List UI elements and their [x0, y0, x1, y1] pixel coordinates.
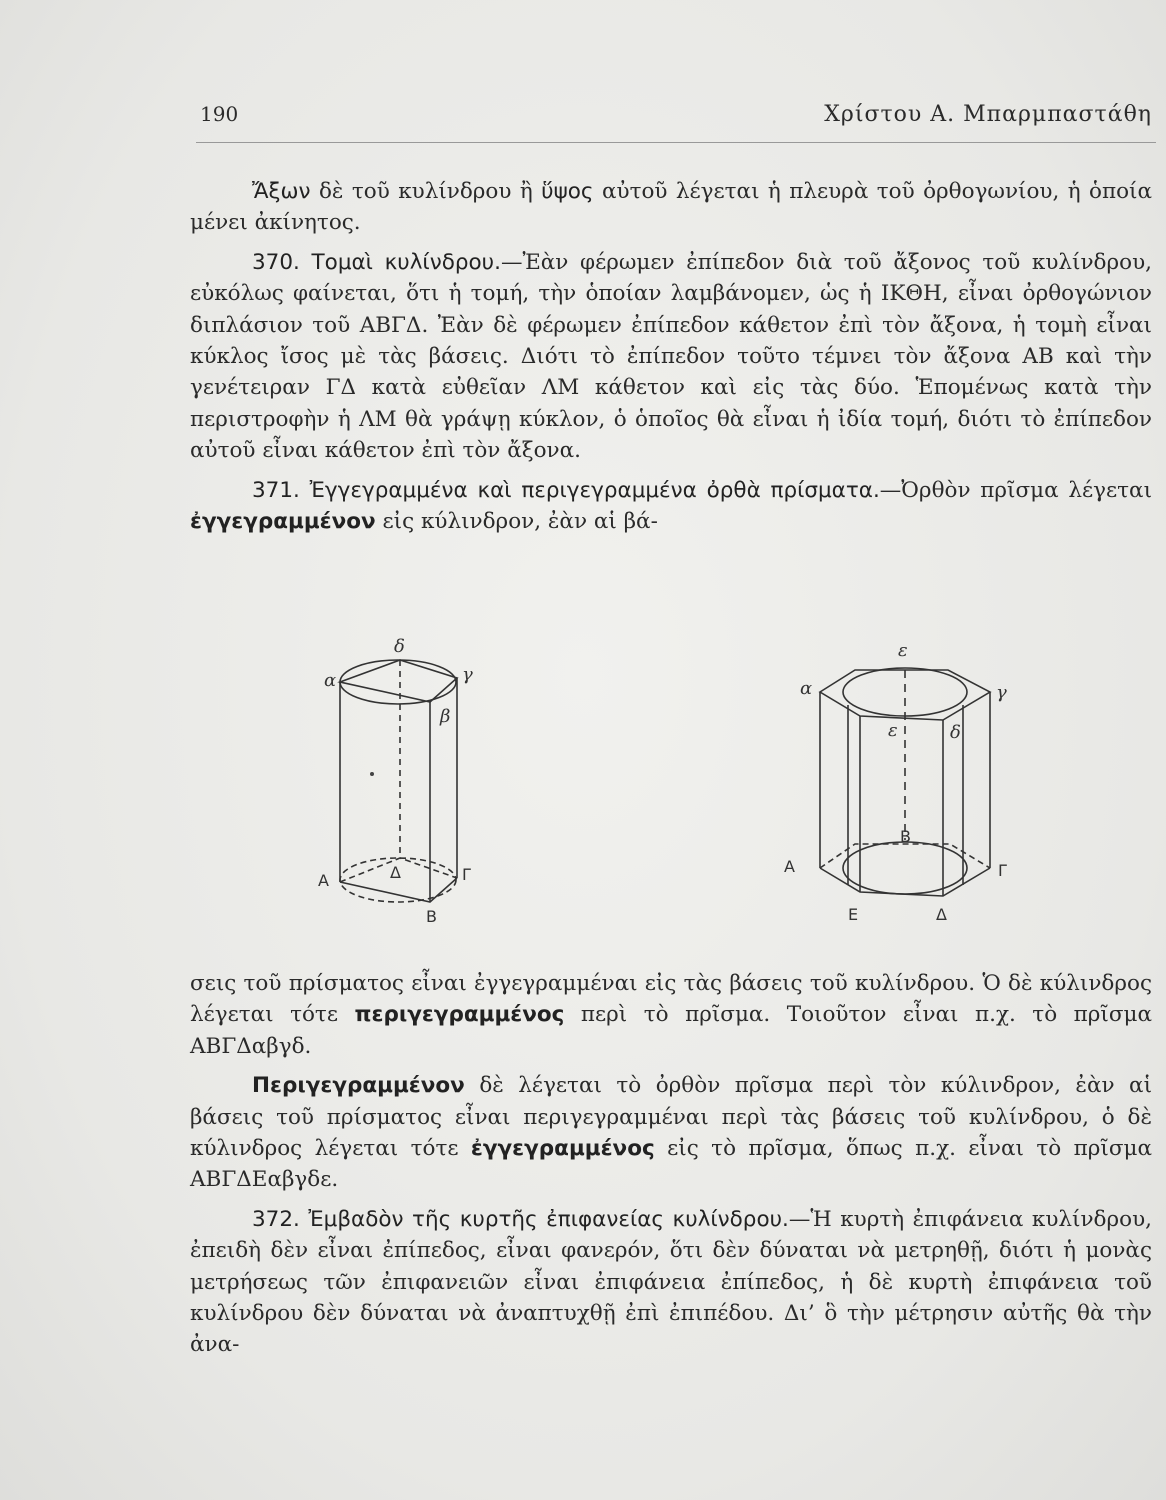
label: Α — [318, 871, 329, 890]
label: Δ — [390, 863, 401, 882]
label: α — [324, 670, 337, 691]
term-inscribed-cylinder: ἐγγεγραμμένος — [470, 1136, 655, 1162]
label: γ — [462, 664, 473, 685]
label: γ — [996, 682, 1007, 703]
label: Γ — [998, 861, 1007, 880]
label: Ε — [848, 905, 859, 924]
label: Β — [900, 827, 911, 846]
figures — [300, 630, 1060, 930]
text-block-bottom — [190, 968, 1152, 1361]
label: Α — [784, 857, 795, 876]
prism-bottom-front — [820, 868, 990, 896]
paragraph-text: εἰς τὸ πρῖσμα, ὅπως π.χ. εἶναι τὸ πρῖσμα ΑΒΓΔΕαβγδε. — [190, 1136, 1152, 1193]
term-height: ὕψος — [541, 179, 594, 204]
term-circumscribed: περιγεγραμμένος — [354, 1002, 565, 1028]
term-inscribed: ἐγγεγραμμένον — [190, 509, 376, 535]
label: Δ — [936, 905, 947, 924]
section-371 — [190, 475, 1152, 538]
section-text-rest: σεις τοῦ πρίσματος εἶναι ἐγγεγραμμέναι εἰς τὰς βάσεις τοῦ κυλίνδρου. Ὁ δὲ κύλινδρος λέγεται τότε — [190, 971, 1152, 1028]
section-heading: 370. Τομαὶ κυλίνδρου. — [252, 249, 501, 275]
label: ε — [888, 720, 898, 741]
paragraph-text: δὲ τοῦ κυλίνδρου ἢ — [310, 179, 542, 204]
page-header — [0, 96, 1166, 136]
section-text: περὶ τὸ πρῖσμα. Τοιοῦτον εἶναι π.χ. τὸ πρῖσμα ΑΒΓΔαβγδ. — [190, 1002, 1153, 1059]
label: Γ — [462, 865, 471, 884]
prism-cylinder-diagrams — [300, 630, 1060, 930]
prism-bottom-back — [820, 844, 990, 868]
section-372 — [190, 1204, 1152, 1361]
paragraph-text: δὲ λέγεται τὸ ὀρθὸν πρῖσμα περὶ τὸν κύλινδρον, ἐὰν αἱ βάσεις τοῦ πρίσματος εἶναι περιγεγραμμέναι περὶ τὰς βάσεις τοῦ κυλίνδρου, ὁ δὲ κύλινδρος λέγεται τότε — [190, 1073, 1152, 1162]
label: α — [800, 678, 813, 699]
label: β — [440, 706, 451, 727]
label: ε — [898, 640, 908, 661]
point — [370, 772, 374, 776]
label: δ — [950, 722, 961, 743]
section-heading: 372. Ἐμβαδὸν τῆς κυρτῆς ἐπιφανείας κυλίνδρου. — [252, 1206, 789, 1232]
page-number: 190 — [200, 102, 239, 126]
term-circumscribed-prism: Περιγεγραμμένον — [252, 1073, 465, 1099]
paragraph-axis — [190, 176, 1152, 239]
section-heading: 371. Ἐγγεγραμμένα καὶ περιγεγραμμένα ὀρθὰ πρίσματα. — [252, 477, 880, 503]
section-371-continued — [190, 968, 1152, 1062]
section-text: —Ἐὰν φέρωμεν ἐπίπεδον διὰ τοῦ ἄξονος τοῦ κυλίνδρου, εὐκόλως φαίνεται, ὅτι ἡ τομή, τὴν ὁποίαν λαμβάνομεν, ὡς ἡ ΙΚΘΗ, εἶναι ὀρθογώνιον διπλάσιον τοῦ ΑΒΓΔ. Ἐὰν δὲ φέρωμεν ἐπίπεδον κάθετον ἐπὶ τὸν ἄξονα, ἡ τομὴ εἶναι κύκλος ἴσος μὲ τὰς βάσεις. Διότι τὸ ἐπίπεδον τοῦτο τέμνει τὸν ἄξονα ΑΒ καὶ τὴν γενέτειραν ΓΔ κατὰ εὐθεῖαν ΛΜ κάθετον καὶ εἰς τὰς δύο. Ἑπομένως κατὰ τὴν περιστροφὴν ἡ ΛΜ θὰ γράψῃ κύκλον, ὁ ὁποῖος θὰ εἶναι ἡ ἰδία τομή, διότι τὸ ἐπίπεδον αὐτοῦ εἶναι κάθετον ἐπὶ τὸν ἄξονα. — [190, 249, 1152, 464]
label: δ — [394, 636, 405, 657]
text-block-top — [190, 176, 1152, 537]
paragraph-circumscribed — [190, 1070, 1152, 1196]
cylinder-bottom-ellipse — [843, 842, 967, 894]
label: Β — [426, 907, 437, 926]
term-axis: Ἄξων — [252, 179, 311, 204]
paragraph-text: αὐτοῦ λέγεται ἡ πλευρὰ τοῦ ὀρθογωνίου, ἡ ὁποία μένει ἀκίνητος. — [190, 179, 1152, 236]
section-text-first: εἰς κύλινδρον, ἐὰν αἱ βά- — [375, 509, 658, 535]
section-text: —Ὀρθὸν πρῖσμα λέγεται — [879, 477, 1152, 503]
running-head: Χρίστου Α. Μπαρμπαστάθη — [824, 102, 1152, 127]
cylinder-top-ellipse — [340, 660, 456, 704]
section-text: —Ἡ κυρτὴ ἐπιφάνεια κυλίνδρου, ἐπειδὴ δὲν εἶναι ἐπίπεδος, εἶναι φανερόν, ὅτι δὲν δύναται νὰ μετρηθῇ, διότι ἡ μονὰς μετρήσεως τῶν ἐπιφανειῶν εἶναι ἐπιφάνεια ἐπίπεδος, ἡ δὲ κυρτὴ ἐπιφάνεια τοῦ κυλίνδρου δὲν δύναται νὰ ἀναπτυχθῇ ἐπὶ ἐπιπέδου. Δι’ ὃ τὴν μέτρησιν αὐτῆς θὰ τὴν ἀνα- — [190, 1206, 1152, 1358]
section-370 — [190, 247, 1152, 467]
header-rule — [196, 142, 1156, 143]
